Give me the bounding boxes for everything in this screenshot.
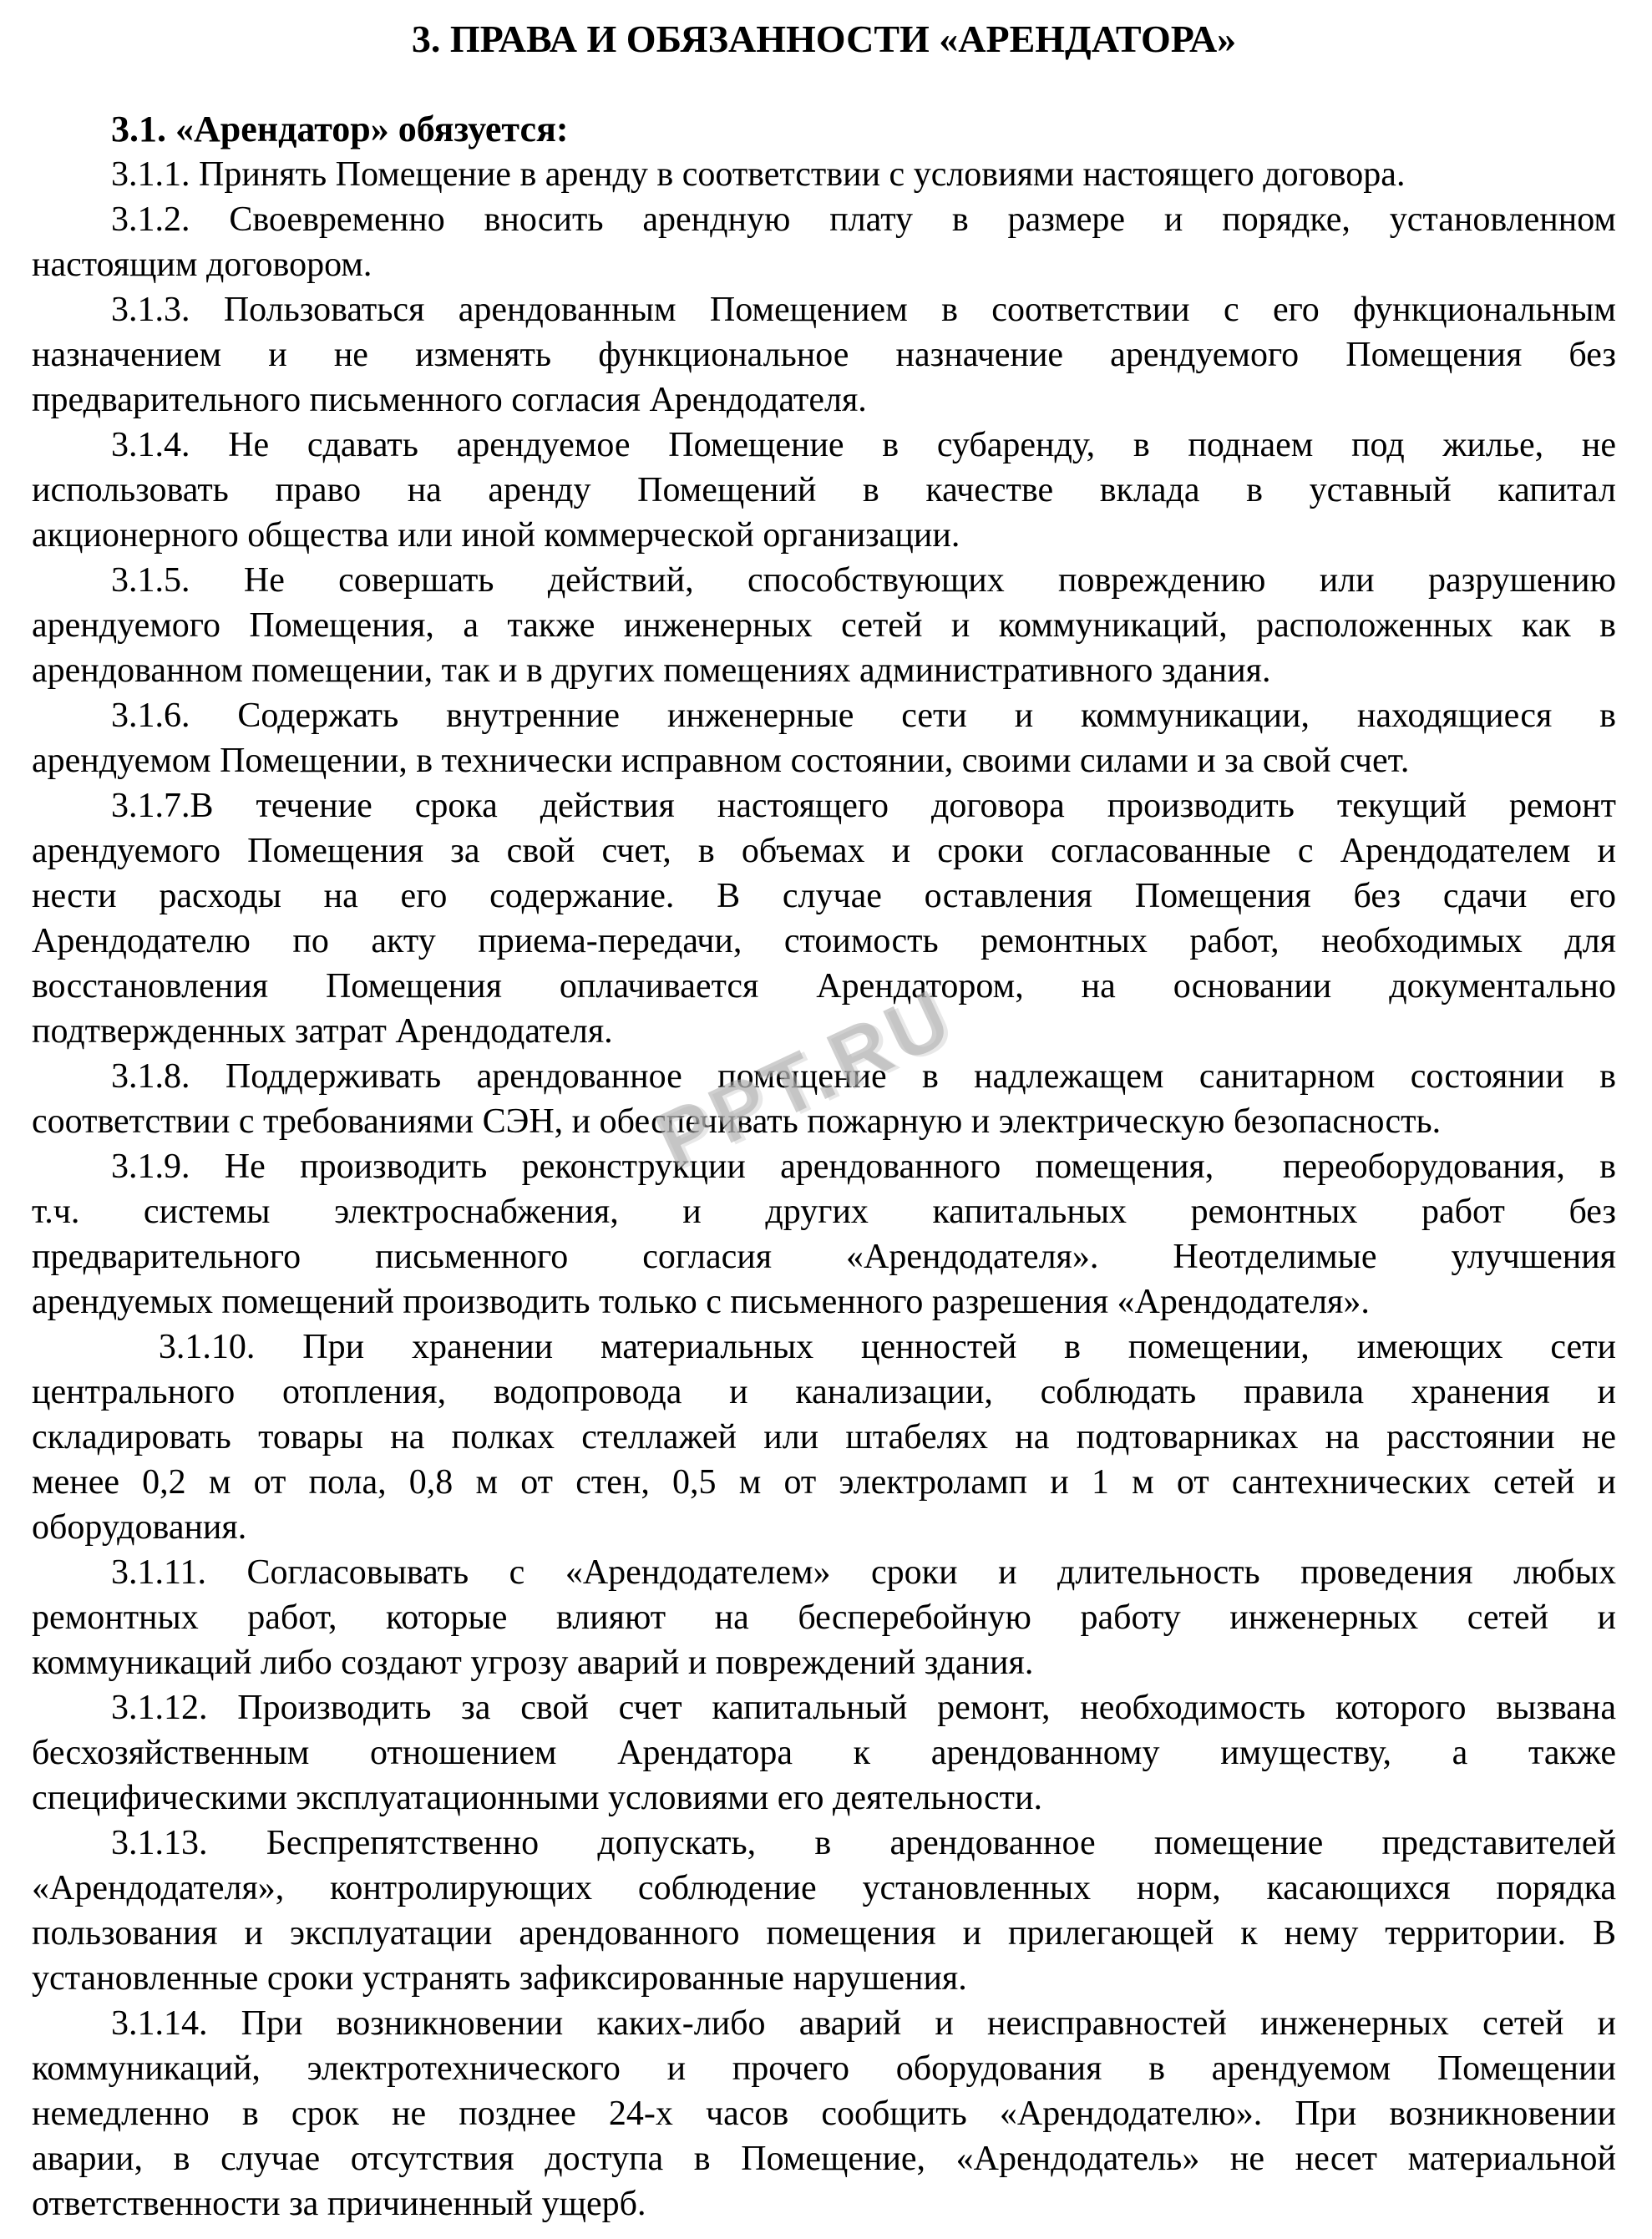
clause-line: 3.1.10. При хранении материальных ценностей в помещении, имеющих сети bbox=[111, 1328, 1616, 1366]
clause-line: 3.1.6. Содержать внутренние инженерные сети и коммуникации, находящиеся в bbox=[111, 697, 1616, 735]
clause-paragraph bbox=[32, 783, 1616, 1054]
clause-line: 3.1.5. Не совершать действий, способствующих повреждению или разрушению bbox=[111, 561, 1616, 600]
clause-line: предварительного письменного согласия Арендодателя. bbox=[32, 381, 867, 419]
clause-line: арендуемого Помещения за свой счет, в объемах и сроки согласованные с Арендодателем и bbox=[32, 832, 1616, 870]
clause-line: 3.1.1. Принять Помещение в аренду в соответствии с условиями настоящего договора. bbox=[111, 155, 1406, 194]
clause-line: восстановления Помещения оплачивается Арендатором, на основании документально bbox=[32, 967, 1616, 1006]
clause-paragraph bbox=[32, 1685, 1616, 1821]
clause-paragraph bbox=[32, 197, 1616, 287]
clause-line: арендуемых помещений производить только с письменного разрешения «Арендодателя». bbox=[32, 1283, 1370, 1321]
clause-line: 3.1.11. Согласовывать с «Арендодателем» сроки и длительность проведения любых bbox=[111, 1553, 1616, 1592]
clause-line: немедленно в срок не позднее 24-х часов сообщить «Арендодателю». При возникновении bbox=[32, 2095, 1616, 2133]
clause-line: подтвержденных затрат Арендодателя. bbox=[32, 1012, 613, 1051]
clause-line: 3.1.4. Не сдавать арендуемое Помещение в субаренду, в поднаем под жилье, не bbox=[111, 426, 1616, 464]
clause-paragraph bbox=[32, 287, 1616, 423]
clause-line: 3.1.8. Поддерживать арендованное помещение в надлежащем санитарном состоянии в bbox=[111, 1057, 1616, 1096]
clause-line: 3.1.2. Своевременно вносить арендную плату в размере и порядке, установленном bbox=[111, 200, 1616, 239]
clause-line: ремонтных работ, которые влияют на бесперебойную работу инженерных сетей и bbox=[32, 1598, 1616, 1637]
clause-paragraph bbox=[32, 152, 1616, 197]
clause-paragraph bbox=[32, 1821, 1616, 2001]
clause-paragraph bbox=[32, 558, 1616, 693]
clause-line: 3.1.12. Производить за свой счет капитальный ремонт, необходимость которого вызвана bbox=[111, 1689, 1616, 1727]
clause-paragraph bbox=[32, 1144, 1616, 1325]
clause-paragraph bbox=[32, 693, 1616, 783]
clause-line: использовать право на аренду Помещений в качестве вклада в уставный капитал bbox=[32, 471, 1616, 509]
clause-line: бесхозяйственным отношением Арендатора к арендованному имуществу, а также bbox=[32, 1734, 1616, 1772]
clause-paragraph bbox=[32, 1325, 1616, 1550]
clause-line: установленные сроки устранять зафиксированные нарушения. bbox=[32, 1959, 967, 1998]
clause-line: «Арендодателя», контролирующих соблюдение установленных норм, касающихся порядка bbox=[32, 1869, 1616, 1907]
section-title: 3. ПРАВА И ОБЯЗАННОСТИ «АРЕНДАТОРА» bbox=[411, 18, 1237, 60]
clause-line: т.ч. системы электроснабжения, и других капитальных ремонтных работ без bbox=[32, 1193, 1616, 1231]
clauses-container bbox=[32, 152, 1616, 2226]
clause-line: акционерного общества или иной коммерческой организации. bbox=[32, 516, 960, 555]
clause-line: нести расходы на его содержание. В случае оставления Помещения без сдачи его bbox=[32, 877, 1616, 915]
clause-line: 3.1.3. Пользоваться арендованным Помещением в соответствии с его функциональным bbox=[111, 291, 1616, 329]
clause-paragraph bbox=[32, 2001, 1616, 2226]
clause-line: Арендодателю по акту приема-передачи, стоимость ремонтных работ, необходимых для bbox=[32, 922, 1616, 960]
clause-line: пользования и эксплуатации арендованного помещения и прилегающей к нему территории. В bbox=[32, 1914, 1616, 1953]
clause-line: оборудования. bbox=[32, 1508, 247, 1547]
clause-line: арендуемого Помещения, а также инженерных сетей и коммуникаций, расположенных как в bbox=[32, 606, 1616, 645]
subsection-heading: 3.1. «Арендатор» обязуется: bbox=[111, 109, 569, 149]
clause-line: центрального отопления, водопровода и канализации, соблюдать правила хранения и bbox=[32, 1373, 1616, 1411]
clause-line: 3.1.9. Не производить реконструкции арендованного помещения, переоборудования, в bbox=[111, 1147, 1616, 1186]
blank-line bbox=[32, 62, 1616, 107]
clause-line: 3.1.13. Беспрепятственно допускать, в арендованное помещение представителей bbox=[111, 1824, 1616, 1862]
clause-paragraph bbox=[32, 1054, 1616, 1144]
clause-line: специфическими эксплуатационными условиями его деятельности. bbox=[32, 1779, 1042, 1817]
clause-line: настоящим договором. bbox=[32, 246, 372, 284]
clause-paragraph bbox=[32, 1550, 1616, 1685]
clause-line: 3.1.14. При возникновении каких-либо аварий и неисправностей инженерных сетей и bbox=[111, 2004, 1616, 2043]
clause-line: арендованном помещении, так и в других помещениях административного здания. bbox=[32, 651, 1271, 690]
clause-line: ответственности за причиненный ущерб. bbox=[32, 2185, 646, 2223]
clause-line: назначением и не изменять функциональное назначение арендуемого Помещения без bbox=[32, 336, 1616, 374]
clause-line: 3.1.7.В течение срока действия настоящего договора производить текущий ремонт bbox=[111, 787, 1616, 825]
clause-paragraph bbox=[32, 423, 1616, 558]
clause-line: складировать товары на полках стеллажей или штабелях на подтоварниках на расстоянии не bbox=[32, 1418, 1616, 1456]
clause-line: коммуникаций, электротехнического и прочего оборудования в арендуемом Помещении bbox=[32, 2049, 1616, 2088]
clause-line: коммуникаций либо создают угрозу аварий и повреждений здания. bbox=[32, 1644, 1034, 1682]
watermark: PPT.RU bbox=[642, 971, 967, 1186]
clause-line: аварии, в случае отсутствия доступа в Помещение, «Арендодатель» не несет материальной bbox=[32, 2140, 1616, 2178]
clause-line: менее 0,2 м от пола, 0,8 м от стен, 0,5 м от электроламп и 1 м от сантехнических сетей и bbox=[32, 1463, 1616, 1502]
clause-line: предварительного письменного согласия «Арендодателя». Неотделимые улучшения bbox=[32, 1238, 1616, 1276]
clause-line: соответствии с требованиями СЭН, и обеспечивать пожарную и электрическую безопасность. bbox=[32, 1102, 1442, 1141]
clause-line: арендуемом Помещении, в технически исправном состоянии, своими силами и за свой счет. bbox=[32, 742, 1410, 780]
